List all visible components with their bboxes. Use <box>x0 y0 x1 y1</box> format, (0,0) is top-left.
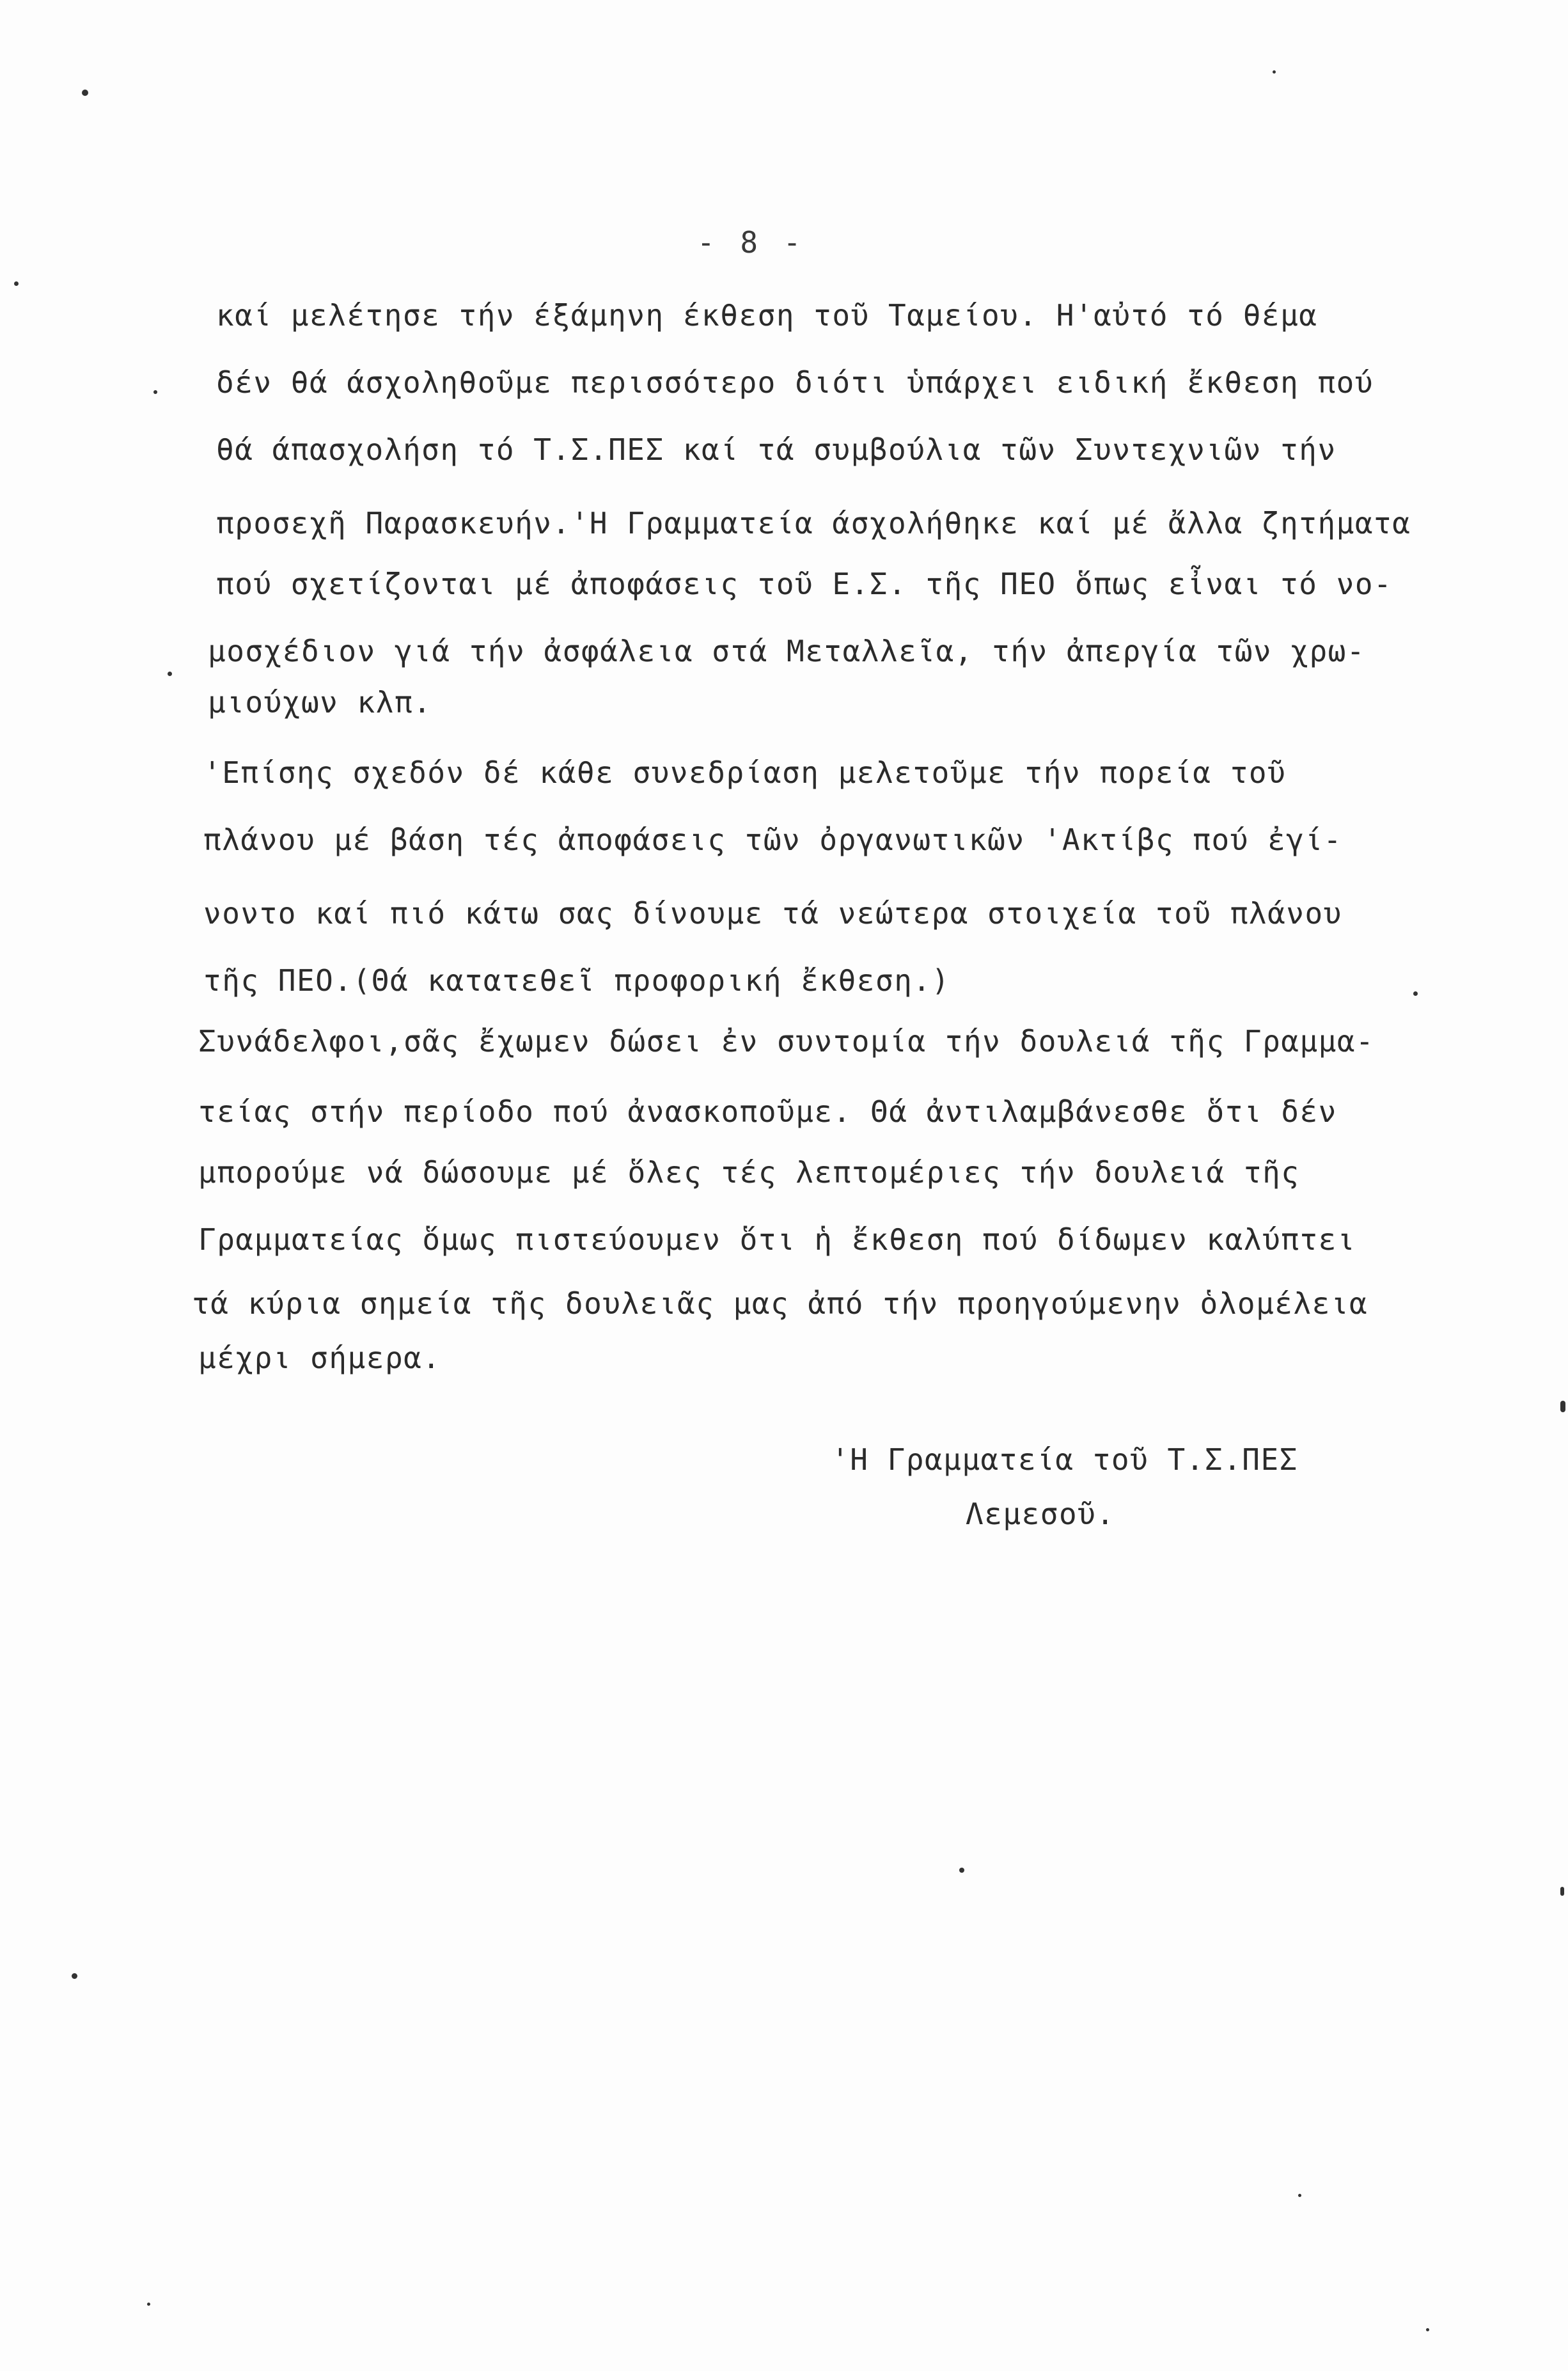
scan-speck <box>1413 991 1418 996</box>
body-line: μέχρι σήμερα. <box>198 1341 441 1375</box>
scan-speck <box>1560 1401 1565 1412</box>
body-line: δέν θά άσχοληθοῦμε περισσότερο διότι ὑπάρχει ειδική ἔκθεση πού <box>216 365 1374 400</box>
page-number: - 8 - <box>697 225 805 260</box>
body-line: τείας στήν περίοδο πού ἀνασκοποῦμε. Θά ἀντιλαμβάνεσθε ὅτι δέν <box>198 1094 1337 1129</box>
body-line: τῆς ΠΕΟ.(Θά κατατεθεῖ προφορική ἔκθεση.) <box>203 963 950 998</box>
scan-speck <box>147 2303 150 2306</box>
body-line: μοσχέδιον γιά τήν ἀσφάλεια στά Μεταλλεῖα, τήν ἀπεργία τῶν χρω- <box>208 634 1366 668</box>
scan-speck <box>1560 1887 1564 1896</box>
body-line: Γραμματείας ὅμως πιστεύουμεν ὅτι ἡ ἔκθεση πού δίδωμεν καλύπτει <box>198 1222 1356 1257</box>
scan-speck <box>82 90 88 96</box>
body-line: νοντο καί πιό κάτω σας δίνουμε τά νεώτερα στοιχεία τοῦ πλάνου <box>203 896 1342 931</box>
body-line: θά άπασχολήση τό Τ.Σ.ΠΕΣ καί τά συμβούλια τῶν Συντεχνιῶν τήν <box>216 432 1337 467</box>
scan-speck <box>153 390 157 394</box>
body-line: τά κύρια σημεία τῆς δουλειᾶς μας ἀπό τήν προηγούμενην ὁλομέλεια <box>192 1286 1368 1321</box>
scan-speck <box>72 1973 77 1979</box>
body-line: προσεχῆ Παρασκευήν.'Η Γραμματεία άσχολήθηκε καί μέ ἄλλα ζητήματα <box>216 506 1411 540</box>
scan-speck <box>168 672 172 676</box>
body-line: πλάνου μέ βάση τές ἀποφάσεις τῶν ὀργανωτικῶν 'Ακτίβς πού ἐγί- <box>203 823 1342 857</box>
body-line: μιούχων κλπ. <box>208 685 432 720</box>
scan-speck <box>1426 2328 1429 2331</box>
body-line: πού σχετίζονται μέ ἀποφάσεις τοῦ Ε.Σ. τῆς ΠΕΟ ὅπως εἶναι τό νο- <box>216 567 1393 601</box>
body-line: καί μελέτησε τήν έξάμηνη έκθεση τοῦ Ταμείου. Η'αὐτό τό θέμα <box>216 298 1318 333</box>
scan-speck <box>14 281 19 286</box>
scan-speck <box>1298 2194 1301 2197</box>
body-line: 'Επίσης σχεδόν δέ κάθε συνεδρίαση μελετοῦμε τήν πορεία τοῦ <box>203 755 1287 790</box>
signature-line-1: 'Η Γραμματεία τοῦ Τ.Σ.ΠΕΣ <box>831 1442 1298 1477</box>
body-line: μπορούμε νά δώσουμε μέ ὅλες τές λεπτομέριες τήν δουλειά τῆς <box>198 1155 1300 1190</box>
scan-speck <box>959 1868 964 1873</box>
body-line: Συνάδελφοι,σᾶς ἔχωμεν δώσει ἐν συντομία τήν δουλειά τῆς Γραμμα- <box>198 1024 1375 1059</box>
signature-line-2: Λεμεσοῦ. <box>966 1497 1115 1531</box>
scan-speck <box>1273 70 1276 74</box>
